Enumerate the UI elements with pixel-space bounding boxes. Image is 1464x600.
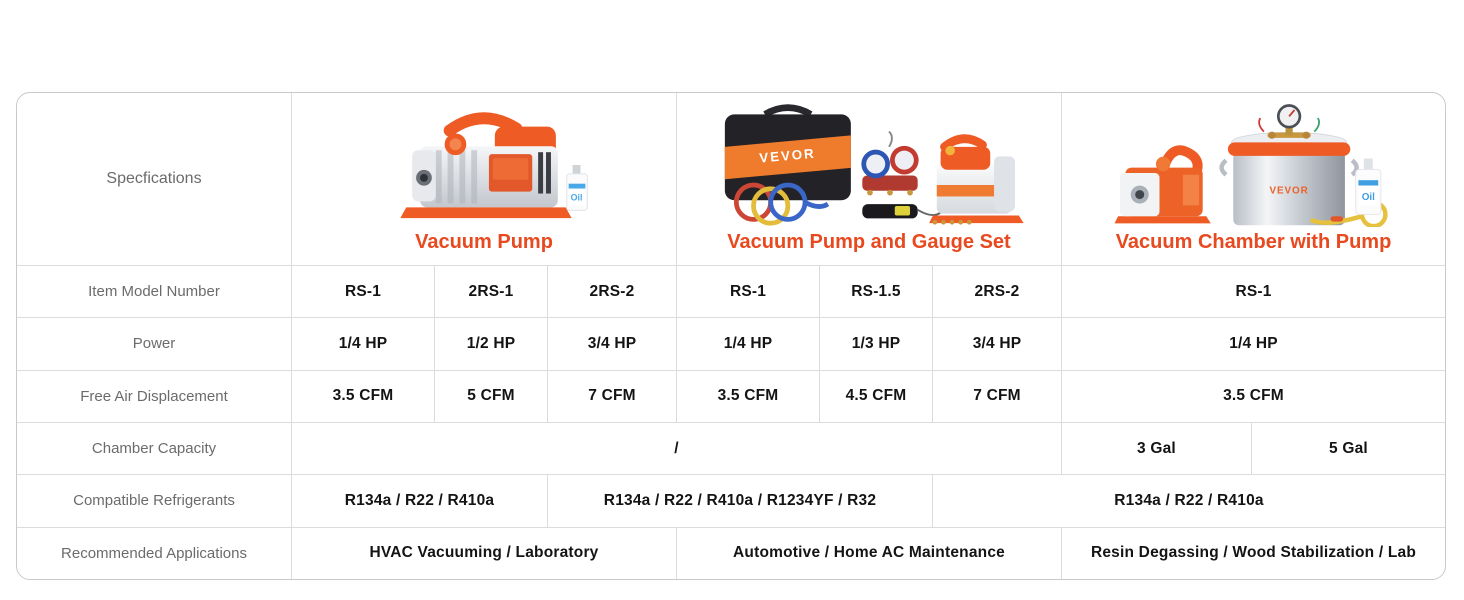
product-title: Vacuum Pump	[415, 231, 553, 253]
vacuum-pump-photo	[296, 101, 672, 227]
row-label-compatible-refrigerants: Compatible Refrigerants	[17, 474, 291, 526]
spec-cell: 5 Gal	[1251, 422, 1445, 474]
spec-cell: R134a / R22 / R410a / R1234YF / R32	[547, 474, 932, 526]
product-column-gauge-set	[676, 93, 1061, 265]
spec-cell: RS-1.5	[819, 265, 932, 317]
spec-cell: Automotive / Home AC Maintenance	[676, 527, 1061, 579]
product-column-vacuum-pump	[291, 93, 676, 265]
spec-cell: 3.5 CFM	[291, 370, 434, 422]
oil-bottle-icon	[566, 165, 587, 210]
spec-cell: 3.5 CFM	[1061, 370, 1445, 422]
spec-cell: 1/3 HP	[819, 317, 932, 369]
spec-cell: 3/4 HP	[547, 317, 676, 369]
spec-cell: /	[291, 422, 1061, 474]
product-comparison-table	[16, 92, 1446, 580]
spec-cell: RS-1	[291, 265, 434, 317]
spec-header-label: Specfications	[106, 170, 202, 187]
spec-cell: RS-1	[676, 265, 819, 317]
vacuum-pump-gauge-set-image	[704, 101, 1034, 227]
spec-cell: 3 Gal	[1061, 422, 1251, 474]
spec-cell: 1/4 HP	[1061, 317, 1445, 369]
product-title: Vacuum Pump and Gauge Set	[727, 231, 1011, 253]
vacuum-pump-gauge-set-photo	[681, 101, 1057, 227]
vacuum-chamber-image	[1089, 101, 1419, 227]
spec-cell: R134a / R22 / R410a	[291, 474, 547, 526]
spec-cell: 3/4 HP	[932, 317, 1061, 369]
row-label-recommended-applications: Recommended Applications	[17, 527, 291, 579]
spec-cell: HVAC Vacuuming / Laboratory	[291, 527, 676, 579]
spec-cell: Resin Degassing / Wood Stabilization / Lab	[1061, 527, 1445, 579]
vacuum-chamber-with-pump-photo	[1066, 101, 1441, 227]
product-title: Vacuum Chamber with Pump	[1115, 231, 1392, 253]
chamber-brand-label: VEVOR	[1269, 185, 1309, 197]
oil-bottle-icon	[1355, 159, 1380, 215]
row-label-power: Power	[17, 317, 291, 369]
spec-cell: 1/2 HP	[434, 317, 547, 369]
row-label-item-model-number: Item Model Number	[17, 265, 291, 317]
spec-cell: 1/4 HP	[291, 317, 434, 369]
spec-cell: RS-1	[1061, 265, 1445, 317]
spec-cell: 1/4 HP	[676, 317, 819, 369]
product-column-vacuum-chamber	[1061, 93, 1445, 265]
oil-bottle-label: Oil	[570, 192, 582, 203]
spec-cell: 2RS-1	[434, 265, 547, 317]
spec-cell: 7 CFM	[547, 370, 676, 422]
row-label-free-air-displacement: Free Air Displacement	[17, 370, 291, 422]
spec-cell: 4.5 CFM	[819, 370, 932, 422]
oil-bottle-label: Oil	[1361, 192, 1375, 203]
spec-cell: 2RS-2	[547, 265, 676, 317]
row-label-chamber-capacity: Chamber Capacity	[17, 422, 291, 474]
spec-cell: 5 CFM	[434, 370, 547, 422]
spec-cell: R134a / R22 / R410a	[932, 474, 1445, 526]
spec-cell: 3.5 CFM	[676, 370, 819, 422]
vacuum-pump-image	[377, 101, 592, 227]
bag-brand-label: VEVOR	[758, 145, 817, 166]
spec-cell: 7 CFM	[932, 370, 1061, 422]
spec-cell: 2RS-2	[932, 265, 1061, 317]
